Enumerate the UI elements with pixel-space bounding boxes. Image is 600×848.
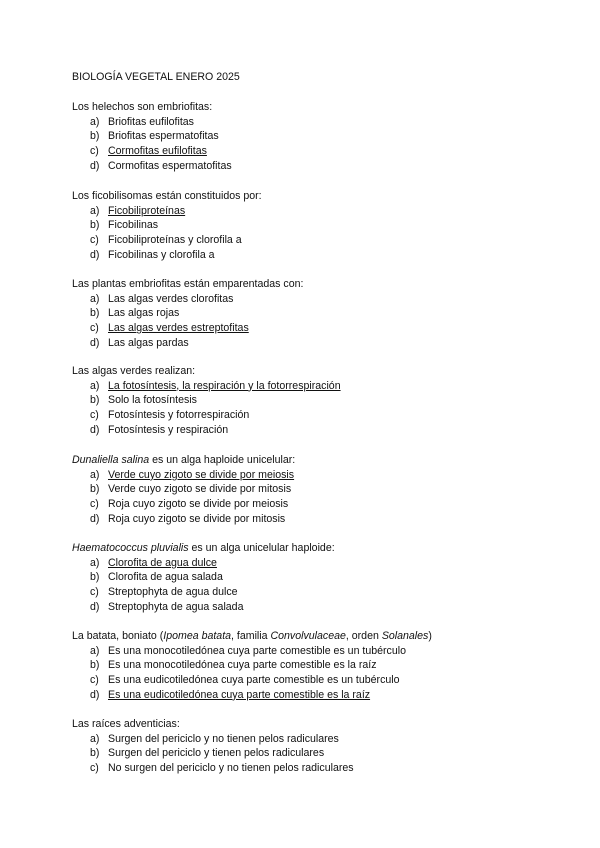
option-text: Ficobiliproteínas y clorofila a	[108, 234, 242, 247]
option-letter: c)	[90, 234, 99, 247]
option-list	[72, 732, 354, 776]
exam-title: BIOLOGÍA VEGETAL ENERO 2025	[72, 71, 240, 83]
answer-option	[72, 746, 354, 761]
option-text: Es una monocotiledónea cuya parte comestible es la raíz	[108, 659, 377, 672]
answer-option	[72, 585, 335, 600]
answer-option	[72, 482, 295, 497]
option-text: Fotosíntesis y respiración	[108, 423, 229, 436]
option-text: Es una monocotiledónea cuya parte comestible es un tubérculo	[108, 644, 406, 657]
answer-option	[72, 379, 341, 394]
answer-option	[72, 556, 335, 571]
option-letter: d)	[90, 248, 100, 261]
answer-option	[72, 688, 432, 703]
option-text: Streptophyta de agua dulce	[108, 586, 238, 599]
answer-option	[72, 306, 303, 321]
option-letter: c)	[90, 762, 99, 775]
option-text: Roja cuyo zigoto se divide por meiosis	[108, 498, 289, 511]
option-list	[72, 468, 295, 527]
question-block	[72, 364, 341, 438]
stem-italic-segment: Convolvulaceae	[270, 630, 346, 642]
answer-option	[72, 159, 232, 174]
answer-option	[72, 321, 303, 336]
correct-option-text: Es una eudicotiledónea cuya parte comestible es la raíz	[108, 688, 371, 701]
stem-italic-segment: Dunaliella salina	[72, 454, 150, 466]
stem-segment: )	[428, 630, 432, 642]
question-block	[72, 629, 432, 703]
answer-option	[72, 218, 262, 233]
option-letter: b)	[90, 130, 100, 143]
option-letter: b)	[90, 394, 100, 407]
option-letter: d)	[90, 336, 100, 349]
option-list	[72, 556, 335, 615]
option-text: Surgen del periciclo y tienen pelos radiculares	[108, 747, 325, 760]
answer-option	[72, 497, 295, 512]
answer-option	[72, 204, 262, 219]
answer-option	[72, 408, 341, 423]
option-text: Es una eudicotiledónea cuya parte comestible es un tubérculo	[108, 674, 400, 687]
option-text: Clorofita de agua salada	[108, 571, 223, 584]
stem-segment: es un alga haploide unicelular:	[149, 454, 296, 466]
option-letter: d)	[90, 159, 100, 172]
correct-option-text: Ficobiliproteínas	[108, 204, 186, 217]
option-letter: a)	[90, 204, 100, 217]
correct-option-text: La fotosíntesis, la respiración y la fotorrespiración	[108, 379, 341, 392]
question-block	[72, 453, 295, 527]
answer-option	[72, 336, 303, 351]
stem-segment: , familia	[231, 630, 271, 642]
question-block	[72, 277, 303, 351]
stem-italic-segment: Haematococcus pluvialis	[72, 542, 189, 554]
option-letter: b)	[90, 483, 100, 496]
option-text: Las algas rojas	[108, 307, 180, 320]
stem-segment: Las raíces adventicias:	[72, 718, 180, 730]
question-block	[72, 100, 232, 174]
option-list	[72, 115, 232, 174]
option-letter: c)	[90, 674, 99, 687]
question-stem	[72, 541, 335, 556]
option-letter: a)	[90, 379, 100, 392]
option-text: No surgen del periciclo y no tienen pelos radiculares	[108, 762, 354, 775]
answer-option	[72, 658, 432, 673]
answer-option	[72, 732, 354, 747]
answer-option	[72, 570, 335, 585]
option-letter: d)	[90, 423, 100, 436]
option-text: Briofitas eufilofitas	[108, 115, 194, 128]
stem-italic-segment: Ipomea batata	[163, 630, 232, 642]
option-letter: d)	[90, 512, 100, 525]
option-letter: d)	[90, 600, 100, 613]
option-letter: a)	[90, 556, 100, 569]
option-text: Roja cuyo zigoto se divide por mitosis	[108, 512, 286, 525]
answer-option	[72, 144, 232, 159]
option-letter: b)	[90, 219, 100, 232]
stem-segment: Los ficobilisomas están constituidos por:	[72, 190, 262, 202]
question-block	[72, 541, 335, 615]
answer-option	[72, 644, 432, 659]
option-text: Solo la fotosíntesis	[108, 394, 197, 407]
answer-option	[72, 468, 295, 483]
question-stem	[72, 100, 232, 115]
option-text: Surgen del periciclo y no tienen pelos radiculares	[108, 732, 339, 745]
option-text: Ficobilinas y clorofila a	[108, 248, 215, 261]
option-text: Cormofitas espermatofitas	[108, 159, 232, 172]
answer-option	[72, 761, 354, 776]
stem-segment: Los helechos son embriofitas:	[72, 101, 213, 113]
question-block	[72, 189, 262, 263]
option-list	[72, 292, 303, 351]
option-letter: a)	[90, 732, 100, 745]
option-list	[72, 204, 262, 263]
stem-segment: , orden	[345, 630, 382, 642]
option-letter: c)	[90, 322, 99, 335]
option-text: Las algas verdes clorofitas	[108, 292, 234, 305]
option-text: Verde cuyo zigoto se divide por mitosis	[108, 483, 292, 496]
answer-option	[72, 292, 303, 307]
answer-option	[72, 673, 432, 688]
option-letter: c)	[90, 145, 99, 158]
correct-option-text: Verde cuyo zigoto se divide por meiosis	[108, 468, 295, 481]
option-text: Briofitas espermatofitas	[108, 130, 219, 143]
correct-option-text: Cormofitas eufilofitas	[108, 145, 207, 158]
option-letter: a)	[90, 115, 100, 128]
stem-segment: Las plantas embriofitas están emparentadas con:	[72, 278, 304, 290]
question-stem	[72, 453, 295, 468]
question-stem	[72, 629, 432, 644]
option-letter: a)	[90, 468, 100, 481]
option-letter: b)	[90, 307, 100, 320]
answer-option	[72, 600, 335, 615]
option-letter: b)	[90, 659, 100, 672]
option-list	[72, 644, 432, 703]
option-letter: c)	[90, 409, 99, 422]
option-letter: a)	[90, 644, 100, 657]
answer-option	[72, 129, 232, 144]
option-letter: a)	[90, 292, 100, 305]
question-stem	[72, 364, 341, 379]
answer-option	[72, 233, 262, 248]
question-stem	[72, 277, 303, 292]
question-block	[72, 717, 354, 776]
stem-segment: Las algas verdes realizan:	[72, 365, 196, 377]
answer-option	[72, 393, 341, 408]
option-letter: c)	[90, 498, 99, 511]
option-text: Las algas pardas	[108, 336, 189, 349]
question-stem	[72, 189, 262, 204]
option-list	[72, 379, 341, 438]
stem-italic-segment: Solanales	[381, 630, 429, 642]
answer-option	[72, 512, 295, 527]
option-letter: b)	[90, 747, 100, 760]
option-letter: d)	[90, 688, 100, 701]
stem-segment: es un alga unicelular haploide:	[188, 542, 335, 554]
correct-option-text: Clorofita de agua dulce	[108, 556, 217, 569]
question-stem	[72, 717, 354, 732]
option-text: Streptophyta de agua salada	[108, 600, 244, 613]
option-text: Ficobilinas	[108, 219, 159, 232]
option-letter: c)	[90, 586, 99, 599]
answer-option	[72, 115, 232, 130]
answer-option	[72, 423, 341, 438]
answer-option	[72, 248, 262, 263]
stem-segment: La batata, boniato (	[72, 630, 164, 642]
correct-option-text: Las algas verdes estreptofitas	[108, 322, 249, 335]
option-letter: b)	[90, 571, 100, 584]
option-text: Fotosíntesis y fotorrespiración	[108, 409, 250, 422]
